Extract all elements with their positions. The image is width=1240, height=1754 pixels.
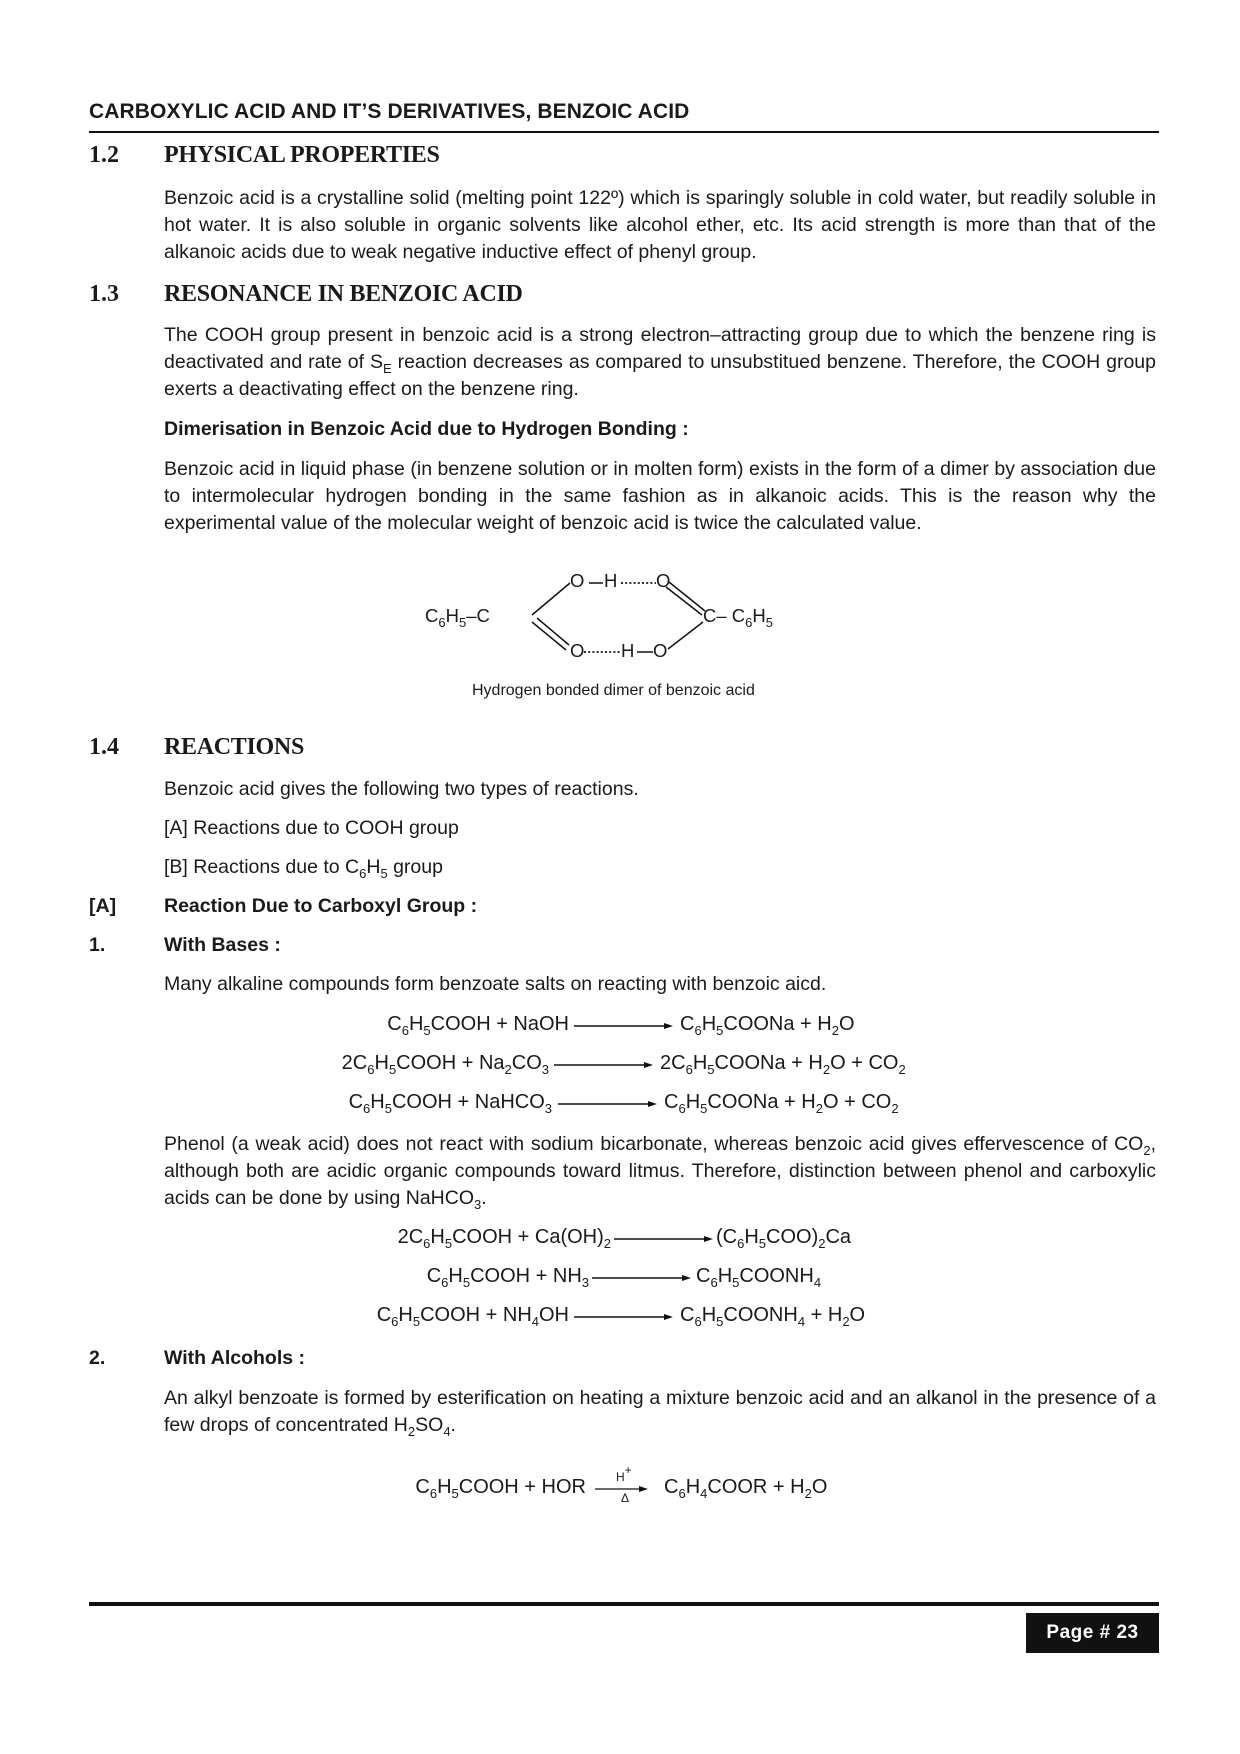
equation-nahco3: $C_6H_5COOH$ + NaHCO$_3$ $C_6H_5COONa + H_2O + CO_2$ [348, 1091, 899, 1116]
item-title-with-alcohols: With Alcohols : [164, 1347, 306, 1369]
equation-na2co3: $2C_6H_5COOH + Na_2CO_3$ $2C_6H_5COONa + H_2O + CO_2$ [341, 1052, 906, 1077]
running-header: CARBOXYLIC ACID AND IT’S DERIVATIVES, BENZOIC ACID [89, 100, 690, 123]
equation-nh3: $C_6H_5COOH + NH_3$ $C_6H_5COONH_4$ [426, 1265, 822, 1290]
reactions-intro: Benzoic acid gives the following two types of reactions. [164, 778, 639, 800]
equation-esterification: $C_6H_5COOH$ + HOR H+ Δ $C_6H_4COOR + H_2O$ [415, 1463, 828, 1505]
dimer-atom-oxygen: O [570, 570, 585, 591]
resonance-text: The COOH group present in benzoic acid is a strong electron–attracting group due to which the benzene ring is deactivated and rate of $S_E$ reaction decreases as compared to unsubstitued benzene. Therefore, the COOH group exerts a deactivating effect on the benzene ring. [164, 324, 1156, 400]
heat-condition-label: Δ [621, 1491, 630, 1505]
header-rule [89, 131, 1159, 133]
equation-naoh: $C_6H_5COOH$ + NaOH $C_6H_5COONa + H_2O$ [387, 1013, 855, 1038]
benzoic-acid-dimer-diagram [425, 560, 800, 680]
dimer-atom-oxygen: O [656, 570, 671, 591]
section-title-resonance: RESONANCE IN BENZOIC ACID [164, 281, 523, 307]
footer-rule [89, 1602, 1159, 1606]
dimer-atom-oxygen: O [653, 640, 668, 661]
bases-intro: Many alkaline compounds form benzoate salts on reacting with benzoic aicd. [164, 973, 827, 995]
page-number: Page # 23 [1026, 1613, 1159, 1653]
section-title-reactions: REACTIONS [164, 734, 304, 760]
part-a-title: Reaction Due to Carboxyl Group : [164, 895, 478, 917]
diagram-caption: Hydrogen bonded dimer of benzoic acid [472, 682, 755, 699]
esterification-text: An alkyl benzoate is formed by esterification on heating a mixture benzoic acid and an alkanol in the presence of a few drops of concentrated $H_2SO_4$. [164, 1387, 1156, 1439]
reaction-type-b: [B] Reactions due to $C_6H_5$ group [164, 856, 443, 881]
dimer-atom-hydrogen: H [604, 570, 618, 591]
physical-properties-text: Benzoic acid is a crystalline solid (melting point 122º) which is sparingly soluble in cold water, but readily soluble in hot water. It is also soluble in organic solvents like alcohol ether, etc. Its acid strength is more than that of the alkanoic acids due to weak negative inductive effect of phenyl group. [164, 187, 1156, 263]
section-title-physical-properties: PHYSICAL PROPERTIES [164, 142, 440, 168]
equation-nh4oh: $C_6H_5COOH + NH_4OH$ $C_6H_5COONH_4 + H_2O$ [376, 1304, 866, 1329]
dimer-right-group: C– $C_6H_5$ [703, 605, 773, 630]
section-number: 1.3 [89, 281, 119, 307]
dimerisation-heading: Dimerisation in Benzoic Acid due to Hydrogen Bonding : [164, 418, 689, 440]
phenol-distinction-text: Phenol (a weak acid) does not react with sodium bicarbonate, whereas benzoic acid gives effervescence of $CO_2$, although both are acidic organic compounds toward litmus. Therefore, distinction between phenol and carboxylic acids can be done by using NaHCO$_3$. [164, 1133, 1156, 1212]
item-number: 1. [89, 934, 106, 956]
dimerisation-text: Benzoic acid in liquid phase (in benzene solution or in molten form) exists in the form of a dimer by association due to intermolecular hydrogen bonding in the same fashion as in alkanoic acids. This is the reason why the experimental value of the molecular weight of benzoic acid is twice the calculated value. [164, 458, 1156, 534]
item-title-with-bases: With Bases : [164, 934, 281, 956]
item-number: 2. [89, 1347, 106, 1369]
dimer-left-group: $C_6H_5-C$ [425, 605, 490, 630]
reaction-type-a: [A] Reactions due to COOH group [164, 817, 459, 839]
equation-caoh2: $2C_6H_5COOH + Ca(OH)_2$ $(C_6H_5COO)_2Ca$ [397, 1226, 852, 1251]
part-a-label: [A] [89, 895, 117, 917]
section-number: 1.2 [89, 142, 119, 168]
catalyst-label: H+ [616, 1463, 632, 1484]
dimer-atom-hydrogen: H [621, 640, 635, 661]
dimer-atom-oxygen: O [570, 640, 585, 661]
section-number: 1.4 [89, 734, 119, 760]
